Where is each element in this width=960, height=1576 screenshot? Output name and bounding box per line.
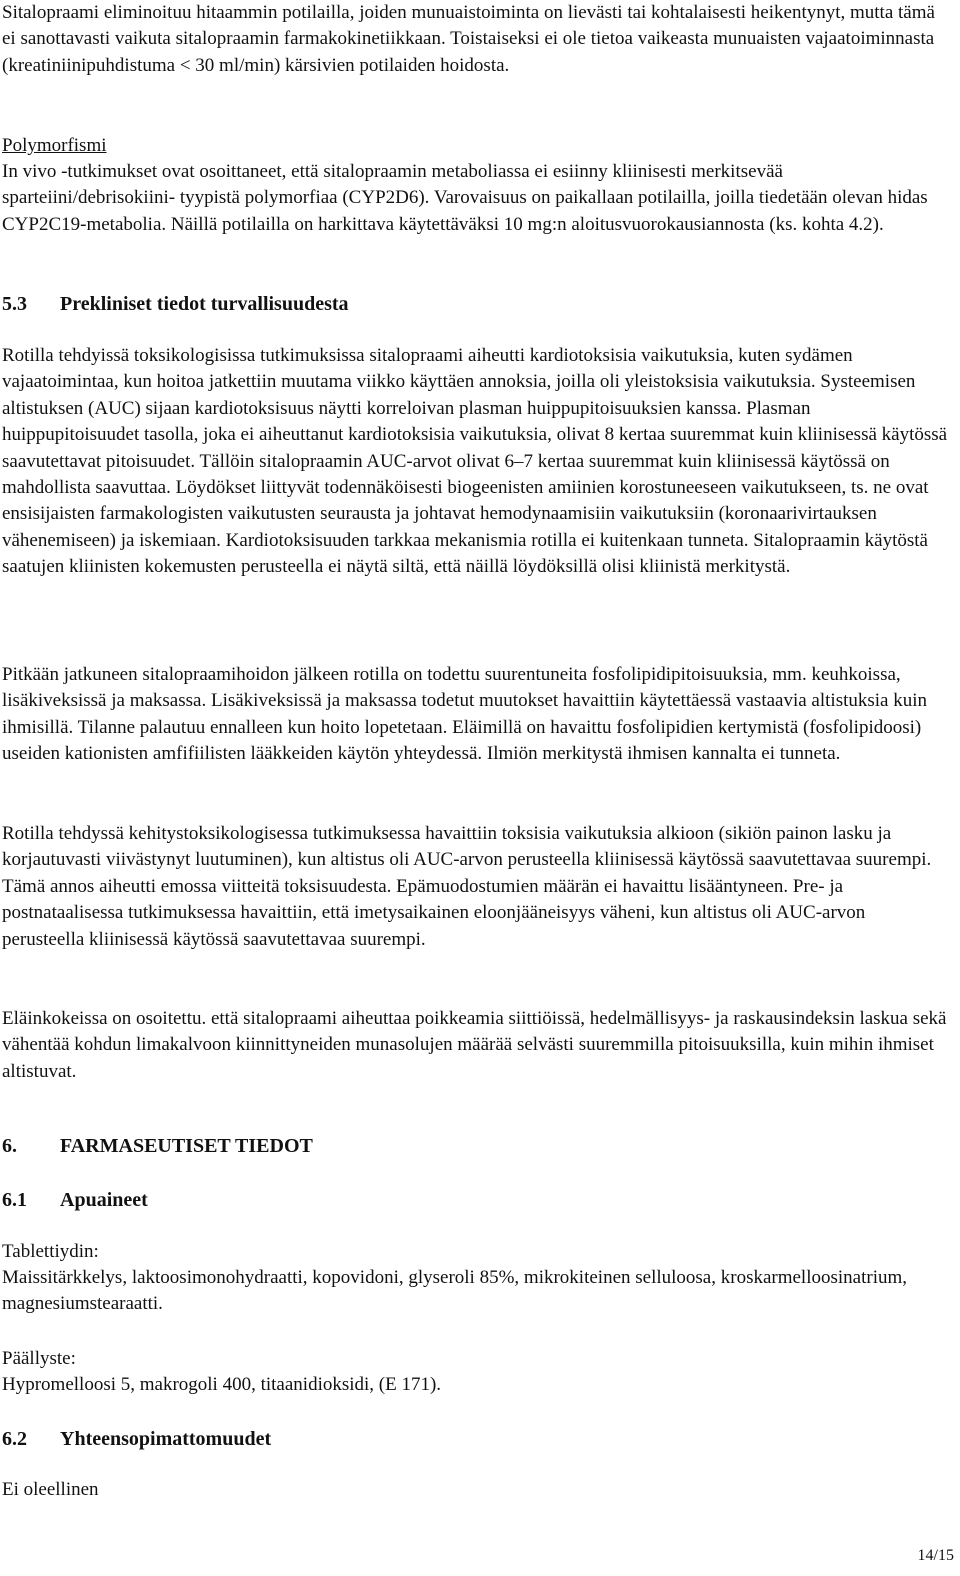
polymorphism-subheading: Polymorfismi xyxy=(2,135,107,156)
section-5-3-heading xyxy=(2,291,349,317)
section-number: 5.3 xyxy=(2,293,27,315)
section-6-1-heading xyxy=(2,1187,148,1213)
incompatibilities-text: Ei oleellinen xyxy=(2,1479,99,1500)
section-title: Yhteensopimattomuudet xyxy=(60,1428,272,1450)
renal-impairment-paragraph: Sitalopraami eliminoituu hitaammin potilailla, joiden munuaistoiminta on lievästi tai kohtalaisesti heikentynyt, mutta tämä ei sanottavasti vaikuta sitalopraamin farmakokinetiikkaan. Toistaiseksi ei ole tietoa vaikeasta munuaisten vajaatoiminnasta (kreatiniinipuhdistuma < 30 ml/min) kärsivien potilaiden hoidosta. xyxy=(2,2,935,76)
tablet-core-excipients: Maissitärkkelys, laktoosimonohydraatti, kopovidoni, glyseroli 85%, mikrokiteinen selluloosa, kroskarmelloosinatrium, magnesiumstearaatti. xyxy=(2,1267,908,1315)
section-number: 6.2 xyxy=(2,1428,27,1450)
coating-excipients: Hypromelloosi 5, makrogoli 400, titaanidioksidi, (E 171). xyxy=(2,1374,442,1395)
section-6-2-heading xyxy=(2,1426,271,1452)
coating-label: Päällyste: xyxy=(2,1348,76,1369)
section-6-heading xyxy=(2,1133,313,1159)
section-number: 6.1 xyxy=(2,1189,27,1211)
page-number: 14/15 xyxy=(917,1547,954,1564)
tablet-core-label: Tablettiydin: xyxy=(2,1241,99,1262)
preclinical-fertility-paragraph: Eläinkokeissa on osoitettu. että sitalopraami aiheuttaa poikkeamia siittiöissä, hedelmällisyys- ja raskausindeksin laskua sekä vähentää kohdun limakalvoon kiinnittyneiden munasolujen määrää selvästi suuremmilla pitoisuuksilla, kuin mihin ihmiset altistuvat. xyxy=(2,1008,947,1082)
section-title: FARMASEUTISET TIEDOT xyxy=(60,1135,313,1157)
polymorphism-paragraph: In vivo -tutkimukset ovat osoittaneet, että sitalopraamin metaboliassa ei esiinny kliinisesti merkitsevää sparteiini/debrisokiini- tyypistä polymorfiaa (CYP2D6). Varovaisuus on paikallaan potilailla, joilla tiedetään olevan hidas CYP2C19-metabolia. Näillä potilailla on harkittava käytettäväksi 10 mg:n aloitusvuorokausiannosta (ks. kohta 4.2). xyxy=(2,161,928,235)
preclinical-developmental-toxicity-paragraph: Rotilla tehdyssä kehitystoksikologisessa tutkimuksessa havaittiin toksisia vaikutuksia alkioon (sikiön painon lasku ja korjautuvasti viivästynyt luutuminen), kun altistus oli AUC-arvon perusteella kliinisessä käytössä saavutettavaa suurempi. Tämä annos aiheutti emossa viitteitä toksisuudesta. Epämuodostumien määrän ei havaittu lisääntyneen. Pre- ja postnataalisessa tutkimuksessa havaittiin, että imetysaikainen eloonjääneisyys väheni, kun altistus oli AUC-arvon perusteella kliinisessä käytössä saavutettavaa suurempi. xyxy=(2,823,932,950)
section-title: Prekliniset tiedot turvallisuudesta xyxy=(60,293,349,315)
preclinical-cardiotoxicity-paragraph: Rotilla tehdyissä toksikologisissa tutkimuksissa sitalopraami aiheutti kardiotoksisia vaikutuksia, kuten sydämen vajaatoimintaa, kun hoitoa jatkettiin muutama viikko käyttäen annoksia, joilla oli yleistoksisia vaikutuksia. Systeemisen altistuksen (AUC) sijaan kardiotoksisuus näytti korreloivan plasman huippupitoisuuksien kanssa. Plasman huippupitoisuudet tasolla, joka ei aiheuttanut kardiotoksisia vaikutuksia, olivat 8 kertaa suuremmat kuin kliinisessä käytössä saavutettavat pitoisuudet. Tällöin sitalopraamin AUC-arvot olivat 6–7 kertaa suuremmat kuin kliinisessä käytössä on mahdollista saavuttaa. Löydökset liittyvät todennäköisesti biogeenisten amiinien korostuneeseen vaikutukseen, ts. ne ovat ensisijaisten farmakologisten vaikutusten seurausta ja johtavat hemodynaamisiin vaikutuksiin (koronaarivirtauksen vähenemiseen) ja iskemiaan. Kardiotoksisuuden tarkkaa mekanismia rotilla ei kuitenkaan tunneta. Sitalopraamin käytöstä saatujen kliinisten kokemusten perusteella ei näytä siltä, että näillä löydöksillä olisi kliinistä merkitystä. xyxy=(2,345,948,578)
preclinical-phospholipidosis-paragraph: Pitkään jatkuneen sitalopraamihoidon jälkeen rotilla on todettu suurentuneita fosfolipidipitoisuuksia, mm. keuhkoissa, lisäkiveksissä ja maksassa. Lisäkiveksissä ja maksassa todetut muutokset havaittiin käytettäessä vastaavia altistuksia kuin ihmisillä. Tilanne palautuu ennalleen kun hoito lopetetaan. Eläimillä on havaittu fosfolipidien kertymistä (fosfolipidoosi) useiden kationisten amfifiilisten lääkkeiden käytön yhteydessä. Ilmiön merkitystä ihmisen kannalta ei tunneta. xyxy=(2,664,927,765)
section-title: Apuaineet xyxy=(60,1189,148,1211)
section-number: 6. xyxy=(2,1135,17,1157)
